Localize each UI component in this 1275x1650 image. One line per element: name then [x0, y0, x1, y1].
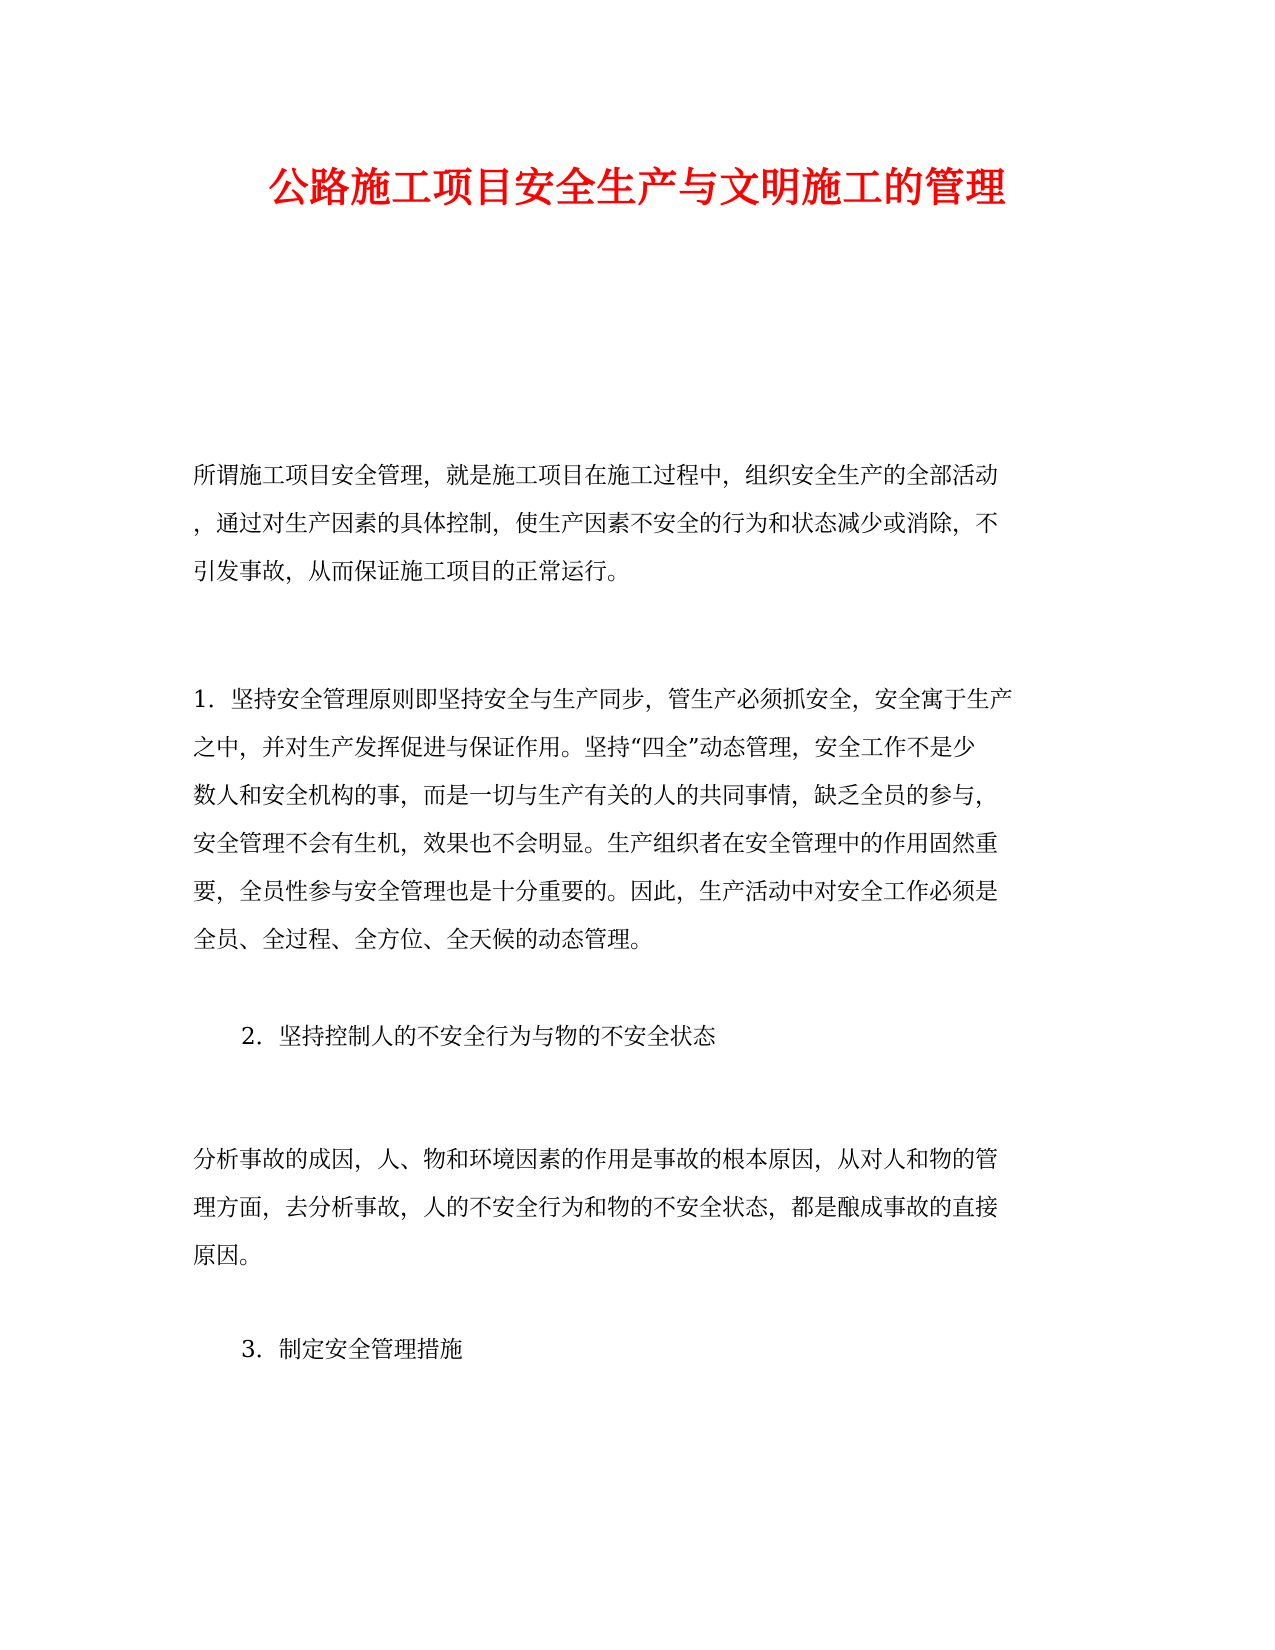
section1-line: 全员、全过程、全方位、全天候的动态管理。: [193, 927, 653, 953]
section1-line: 安全管理不会有生机，效果也不会明显。生产组织者在安全管理中的作用固然重: [193, 831, 998, 857]
section2-line: 分析事故的成因，人、物和环境因素的作用是事故的根本原因，从对人和物的管: [193, 1147, 998, 1173]
intro-line: ，通过对生产因素的具体控制，使生产因素不安全的行为和状态减少或消除，不: [193, 511, 998, 537]
section3-heading: 3．制定安全管理措施: [241, 1337, 463, 1363]
document-title: 公路施工项目安全生产与文明施工的管理: [268, 164, 1007, 211]
intro-paragraph: [193, 452, 1083, 596]
section1-line: 要，全员性参与安全管理也是十分重要的。因此，生产活动中对安全工作必须是: [193, 879, 998, 905]
section2-line: 原因。: [193, 1243, 262, 1269]
section1-line: 数人和安全机构的事，而是一切与生产有关的人的共同事情，缺乏全员的参与，: [193, 783, 998, 809]
section2-line: 理方面，去分析事故，人的不安全行为和物的不安全状态，都是酿成事故的直接: [193, 1195, 998, 1221]
section2-paragraph: [193, 1136, 1083, 1280]
intro-line: 引发事故，从而保证施工项目的正常运行。: [193, 559, 630, 585]
section2-heading: 2．坚持控制人的不安全行为与物的不安全状态: [241, 1024, 716, 1050]
intro-line: 所谓施工项目安全管理，就是施工项目在施工过程中，组织安全生产的全部活动: [193, 463, 998, 489]
section1-paragraph: [193, 676, 1083, 964]
section1-line: 之中，并对生产发挥促进与保证作用。坚持“四全”动态管理，安全工作不是少: [193, 735, 976, 761]
section1-line: 1．坚持安全管理原则即坚持安全与生产同步，管生产必须抓安全，安全寓于生产: [193, 687, 1013, 713]
